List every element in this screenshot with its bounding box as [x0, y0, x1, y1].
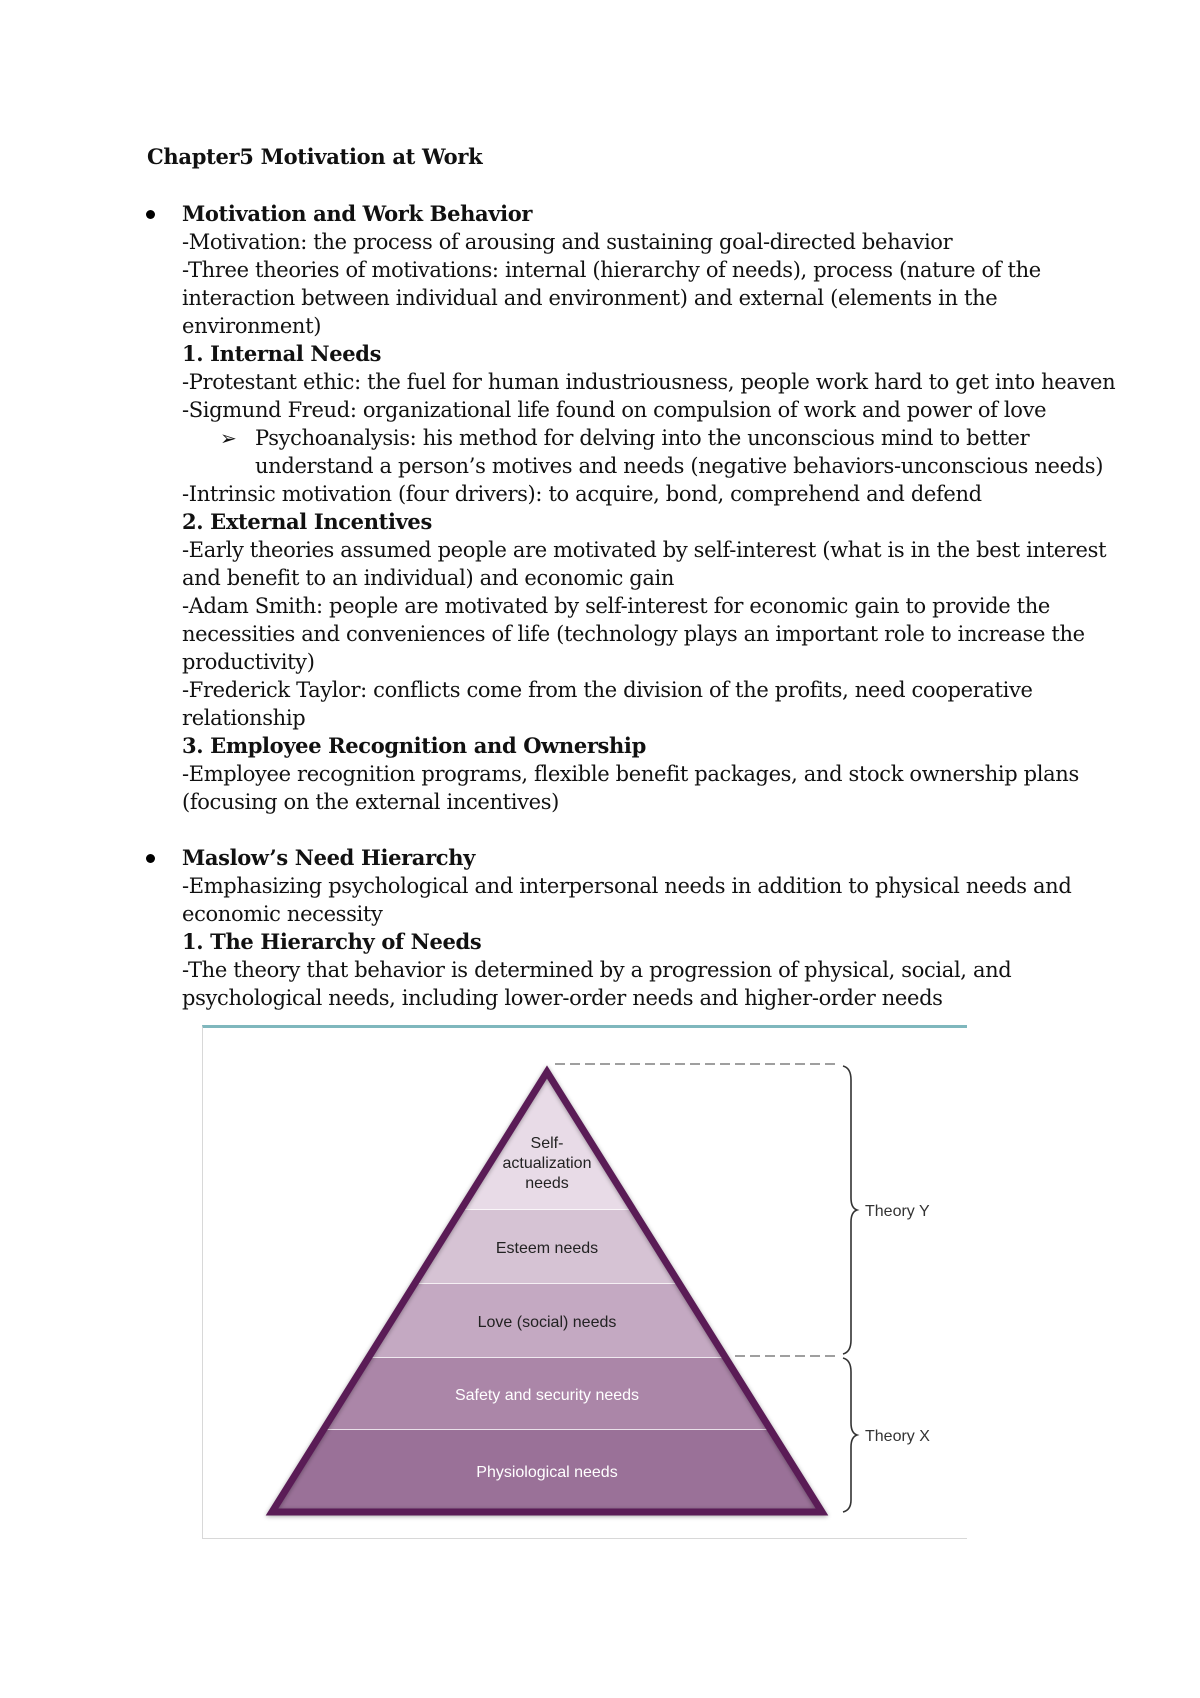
text-line: -Emphasizing psychological and interpersonal needs in addition to physical needs and [182, 874, 1072, 898]
arrow-bullet-icon: ➢ [220, 426, 237, 450]
pyramid-level-label: Self- [530, 1135, 564, 1152]
bullet-dot [146, 210, 155, 219]
subsection-heading: 1. The Hierarchy of Needs [182, 929, 482, 954]
bullet-dot [146, 854, 155, 863]
theory-x-brace [843, 1358, 857, 1512]
text-line: -The theory that behavior is determined by a progression of physical, social, and [182, 958, 1012, 982]
text-line: relationship [182, 706, 306, 730]
text-line: -Employee recognition programs, flexible benefit packages, and stock ownership plans [182, 762, 1079, 786]
text-line: understand a person’s motives and needs (negative behaviors-unconscious needs) [255, 454, 1104, 478]
pyramid-level-label: actualization [502, 1155, 592, 1172]
text-line: -Motivation: the process of arousing and sustaining goal-directed behavior [182, 230, 953, 254]
text-line: environment) [182, 314, 322, 338]
text-line: -Protestant ethic: the fuel for human industriousness, people work hard to get into heaven [182, 370, 1116, 394]
pyramid-level-label: needs [525, 1175, 569, 1192]
text-line: Psychoanalysis: his method for delving into the unconscious mind to better [255, 426, 1030, 450]
text-line: -Intrinsic motivation (four drivers): to acquire, bond, comprehend and defend [182, 482, 982, 506]
theory-y-label: Theory Y [865, 1203, 930, 1220]
text-line: -Adam Smith: people are motivated by self-interest for economic gain to provide the [182, 594, 1050, 618]
text-line: (focusing on the external incentives) [182, 790, 559, 814]
text-line: interaction between individual and environment) and external (elements in the [182, 286, 998, 310]
pyramid-diagram [203, 1028, 967, 1538]
text-line: and benefit to an individual) and economic gain [182, 566, 675, 590]
theory-x-label: Theory X [865, 1428, 930, 1445]
page-title: Chapter5 Motivation at Work [147, 144, 483, 169]
text-line: psychological needs, including lower-order needs and higher-order needs [182, 986, 943, 1010]
pyramid-level-label: Love (social) needs [477, 1314, 617, 1331]
pyramid-level-label: Esteem needs [495, 1240, 599, 1257]
maslow-pyramid-figure [202, 1025, 967, 1539]
text-line: productivity) [182, 650, 315, 674]
text-line: economic necessity [182, 902, 383, 926]
section-heading: Maslow’s Need Hierarchy [182, 845, 475, 870]
text-line: -Frederick Taylor: conflicts come from the division of the profits, need cooperative [182, 678, 1033, 702]
pyramid-level-label: Safety and security needs [454, 1387, 640, 1404]
text-line: necessities and conveniences of life (technology plays an important role to increase the [182, 622, 1085, 646]
subsection-heading: 2. External Incentives [182, 509, 432, 534]
text-line: -Three theories of motivations: internal (hierarchy of needs), process (nature of the [182, 258, 1041, 282]
subsection-heading: 1. Internal Needs [182, 341, 382, 366]
pyramid-level-label: Physiological needs [476, 1464, 618, 1481]
subsection-heading: 3. Employee Recognition and Ownership [182, 733, 646, 758]
section-heading: Motivation and Work Behavior [182, 201, 533, 226]
text-line: -Sigmund Freud: organizational life found on compulsion of work and power of love [182, 398, 1047, 422]
theory-y-brace [843, 1066, 857, 1354]
text-line: -Early theories assumed people are motivated by self-interest (what is in the best interest [182, 538, 1107, 562]
